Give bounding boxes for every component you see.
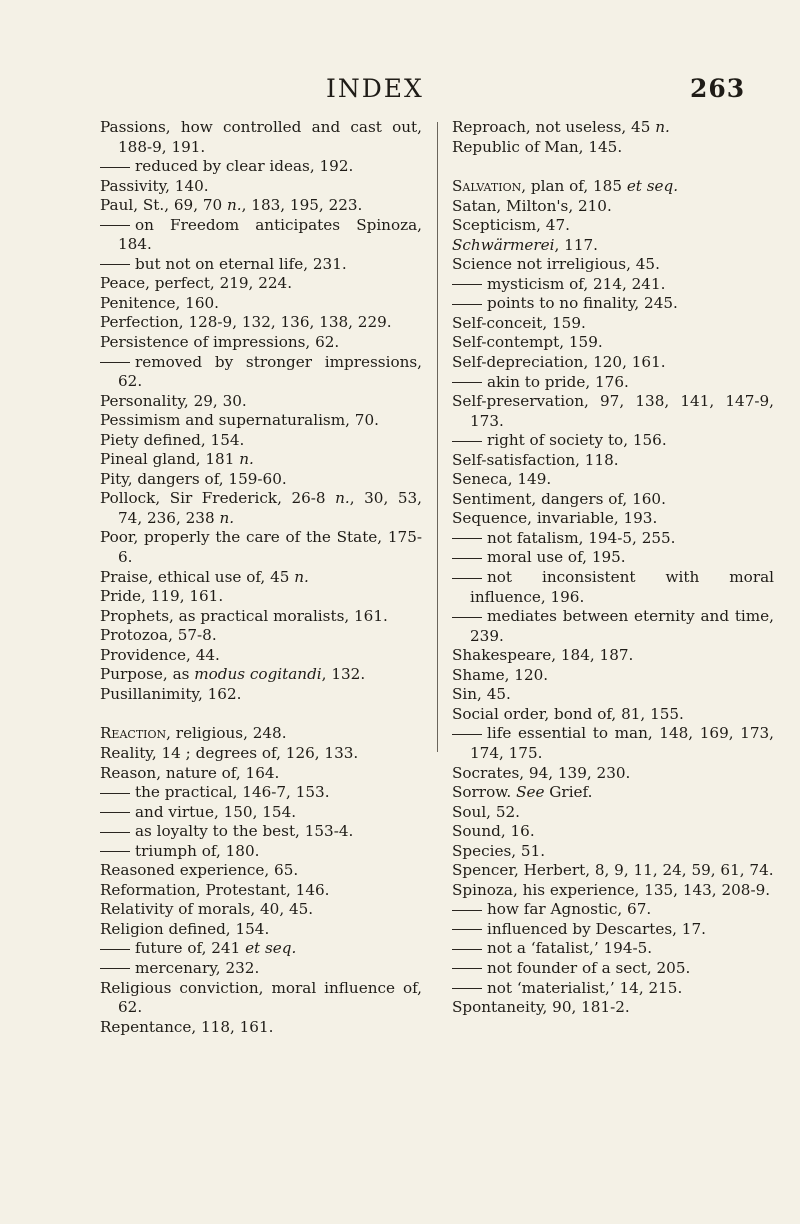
repeat-dash xyxy=(452,929,482,930)
index-entry xyxy=(452,646,774,666)
index-subentry xyxy=(452,431,774,451)
entry-text: , 30, 53, 74, 236, 238 xyxy=(118,489,422,527)
entry-text: not inconsistent with moral influence, 196. xyxy=(470,568,774,606)
entry-text: Peace, perfect, 219, 224. xyxy=(100,274,293,293)
index-entry xyxy=(100,607,422,627)
entry-text: reduced by clear ideas, 192. xyxy=(135,157,354,176)
repeat-dash xyxy=(452,578,482,579)
entry-text: not founder of a sect, 205. xyxy=(487,958,691,977)
entry-text: Passivity, 140. xyxy=(100,176,209,195)
repeat-dash xyxy=(452,382,482,383)
section-gap xyxy=(100,704,422,724)
entry-text: , 117. xyxy=(554,235,598,254)
entry-text: akin to pride, 176. xyxy=(487,372,629,391)
entry-text: , religious, 248. xyxy=(166,724,287,743)
repeat-dash xyxy=(100,225,130,226)
entry-text: Sin, 45. xyxy=(452,685,511,704)
entry-text: n. xyxy=(239,450,254,469)
entry-text: Reality, 14 ; degrees of, 126, 133. xyxy=(100,743,359,762)
entry-text: et seq. xyxy=(626,177,679,196)
index-entry xyxy=(452,197,774,217)
index-entry xyxy=(452,451,774,471)
index-entry xyxy=(100,1018,422,1038)
index-subentry xyxy=(452,900,774,920)
index-entry xyxy=(100,392,422,412)
index-entry xyxy=(100,685,422,705)
index-entry xyxy=(452,861,774,881)
entry-text: mercenary, 232. xyxy=(135,958,260,977)
entry-text: triumph of, 180. xyxy=(135,841,260,860)
index-subentry xyxy=(452,529,774,549)
entry-text: , 183, 195, 223. xyxy=(241,196,363,215)
index-subentry xyxy=(452,959,774,979)
entry-text: Penitence, 160. xyxy=(100,293,220,312)
entry-text: not ‘materialist,’ 14, 215. xyxy=(487,978,683,997)
index-entry xyxy=(100,489,422,528)
index-subentry xyxy=(452,294,774,314)
index-entry xyxy=(452,764,774,784)
index-entry xyxy=(100,294,422,314)
repeat-dash xyxy=(100,167,130,168)
entry-text: Providence, 44. xyxy=(100,645,220,664)
entry-text: Religious conviction, moral influence of, 62. xyxy=(100,978,422,1017)
entry-text: n. xyxy=(227,196,242,215)
entry-text: Reproach, not useless, 45 xyxy=(452,118,656,136)
index-entry xyxy=(100,196,422,216)
entry-text: , 132. xyxy=(321,665,366,684)
index-entry xyxy=(452,842,774,862)
index-column-right xyxy=(452,118,774,1018)
repeat-dash xyxy=(452,558,482,559)
entry-text: future of, 241 xyxy=(135,939,246,958)
index-entry xyxy=(452,138,774,158)
entry-text: Shakespeare, 184, 187. xyxy=(452,646,634,665)
index-entry xyxy=(452,255,774,275)
repeat-dash xyxy=(452,617,482,618)
entry-text: Passions, how controlled and cast out, 188-9, 191. xyxy=(100,118,422,156)
index-entry xyxy=(452,118,774,138)
page-number: 263 xyxy=(690,74,746,103)
entry-text: Reaction xyxy=(100,724,167,743)
entry-text: Sorrow. xyxy=(452,783,517,802)
entry-text: Spinoza, his experience, 135, 143, 208-9. xyxy=(452,880,771,899)
entry-text: Pollock, Sir Frederick, 26-8 xyxy=(100,489,336,508)
entry-text: Sentiment, dangers of, 160. xyxy=(452,489,666,508)
entry-text: Perfection, 128-9, 132, 136, 138, 229. xyxy=(100,313,392,332)
index-subentry xyxy=(452,607,774,646)
entry-text: n. xyxy=(294,567,309,586)
index-entry xyxy=(100,470,422,490)
repeat-dash xyxy=(452,910,482,911)
index-entry xyxy=(452,314,774,334)
index-entry xyxy=(100,177,422,197)
index-entry xyxy=(100,881,422,901)
entry-text: Pusillanimity, 162. xyxy=(100,684,242,703)
index-subentry xyxy=(452,373,774,393)
entry-text: but not on eternal life, 231. xyxy=(135,254,347,273)
entry-text: Socrates, 94, 139, 230. xyxy=(452,763,631,782)
entry-text: Soul, 52. xyxy=(452,802,520,821)
index-entry xyxy=(452,509,774,529)
entry-text: Seneca, 149. xyxy=(452,470,552,489)
entry-text: Pride, 119, 161. xyxy=(100,587,224,606)
entry-text: Persistence of impressions, 62. xyxy=(100,333,340,352)
column-divider xyxy=(437,122,438,752)
index-subentry xyxy=(452,548,774,568)
entry-text: Relativity of morals, 40, 45. xyxy=(100,900,314,919)
index-entry xyxy=(100,764,422,784)
repeat-dash xyxy=(100,362,130,363)
entry-text: Sequence, invariable, 193. xyxy=(452,509,658,528)
index-entry xyxy=(452,705,774,725)
entry-text: Reformation, Protestant, 146. xyxy=(100,880,330,899)
index-subentry xyxy=(100,803,422,823)
entry-text: Scepticism, 47. xyxy=(452,216,570,235)
index-entry xyxy=(100,411,422,431)
entry-text: Self-depreciation, 120, 161. xyxy=(452,353,666,372)
index-entry xyxy=(100,861,422,881)
index-entry xyxy=(100,900,422,920)
index-subentry xyxy=(100,157,422,177)
index-entry xyxy=(100,665,422,685)
index-entry xyxy=(100,626,422,646)
entry-text: Paul, St., 69, 70 xyxy=(100,196,228,215)
index-subentry xyxy=(100,783,422,803)
index-entry xyxy=(100,979,422,1018)
index-subentry xyxy=(100,255,422,275)
index-subentry xyxy=(100,822,422,842)
index-subentry xyxy=(452,275,774,295)
index-entry xyxy=(452,392,774,431)
index-subentry xyxy=(100,353,422,392)
repeat-dash xyxy=(452,949,482,950)
index-entry xyxy=(452,236,774,256)
section-gap xyxy=(452,157,774,177)
index-entry xyxy=(452,216,774,236)
index-subentry xyxy=(100,959,422,979)
entry-text: et seq. xyxy=(245,939,297,958)
entry-text: Repentance, 118, 161. xyxy=(100,1017,274,1036)
entry-text: Purpose, as xyxy=(100,665,195,684)
index-entry xyxy=(452,177,774,197)
index-entry xyxy=(452,353,774,373)
entry-text: n. xyxy=(219,508,235,527)
index-entry xyxy=(452,666,774,686)
index-entry xyxy=(100,528,422,567)
index-subentry xyxy=(452,920,774,940)
entry-text: Protozoa, 57-8. xyxy=(100,626,217,645)
entry-text: Science not irreligious, 45. xyxy=(452,255,660,274)
index-entry xyxy=(100,274,422,294)
entry-text: , plan of, 185 xyxy=(521,177,627,196)
entry-text: not fatalism, 194-5, 255. xyxy=(487,528,676,547)
entry-text: Species, 51. xyxy=(452,841,546,860)
repeat-dash xyxy=(100,851,130,852)
entry-text: Pity, dangers of, 159-60. xyxy=(100,469,287,488)
repeat-dash xyxy=(452,304,482,305)
entry-text: Shame, 120. xyxy=(452,665,549,684)
entry-text: Reason, nature of, 164. xyxy=(100,763,280,782)
index-subentry xyxy=(100,939,422,959)
index-entry xyxy=(452,881,774,901)
index-entry xyxy=(100,450,422,470)
entry-text: Salvation xyxy=(452,177,522,196)
index-subentry xyxy=(100,842,422,862)
index-entry xyxy=(100,744,422,764)
entry-text: removed by stronger impressions, 62. xyxy=(118,352,422,391)
repeat-dash xyxy=(452,968,482,969)
entry-text: n. xyxy=(335,489,350,508)
entry-text: right of society to, 156. xyxy=(487,431,667,450)
entry-text: how far Agnostic, 67. xyxy=(487,900,652,919)
index-column-left xyxy=(100,118,422,1037)
entry-text: Reasoned experience, 65. xyxy=(100,861,299,880)
entry-text: the practical, 146-7, 153. xyxy=(135,783,330,802)
page-header xyxy=(0,74,800,108)
entry-text: mediates between eternity and time, 239. xyxy=(470,607,774,645)
entry-text: Spontaneity, 90, 181-2. xyxy=(452,998,630,1017)
index-entry xyxy=(452,822,774,842)
repeat-dash xyxy=(452,538,482,539)
entry-text: modus cogitandi xyxy=(194,665,322,684)
index-entry xyxy=(100,313,422,333)
entry-text: Schwärmerei xyxy=(452,235,555,254)
index-entry xyxy=(452,998,774,1018)
repeat-dash xyxy=(452,284,482,285)
repeat-dash xyxy=(100,968,130,969)
index-subentry xyxy=(100,216,422,255)
entry-text: Religion defined, 154. xyxy=(100,919,270,938)
repeat-dash xyxy=(100,793,130,794)
running-title: INDEX xyxy=(326,74,424,103)
entry-text: Pessimism and supernaturalism, 70. xyxy=(100,411,379,430)
entry-text: Pineal gland, 181 xyxy=(100,450,240,469)
index-entry xyxy=(100,118,422,157)
entry-text: Social order, bond of, 81, 155. xyxy=(452,704,684,723)
index-entry xyxy=(100,587,422,607)
index-subentry xyxy=(452,979,774,999)
index-entry xyxy=(100,724,422,744)
index-entry xyxy=(100,646,422,666)
entry-text: influenced by Descartes, 17. xyxy=(487,919,706,938)
index-entry xyxy=(452,470,774,490)
index-subentry xyxy=(452,724,774,763)
entry-text: Self-satisfaction, 118. xyxy=(452,450,619,469)
entry-text: Prophets, as practical moralists, 161. xyxy=(100,606,388,625)
repeat-dash xyxy=(100,812,130,813)
entry-text: life essential to man, 148, 169, 173, 174, 175. xyxy=(470,724,774,762)
entry-text: moral use of, 195. xyxy=(487,548,626,567)
entry-text: as loyalty to the best, 153-4. xyxy=(135,822,354,841)
repeat-dash xyxy=(452,441,482,442)
entry-text: Piety defined, 154. xyxy=(100,430,245,449)
index-entry xyxy=(100,568,422,588)
index-entry xyxy=(100,920,422,940)
entry-text: mysticism of, 214, 241. xyxy=(487,274,666,293)
repeat-dash xyxy=(100,832,130,833)
repeat-dash xyxy=(100,264,130,265)
entry-text: See xyxy=(516,783,545,802)
entry-text: on Freedom anticipates Spinoza, 184. xyxy=(118,215,422,254)
index-subentry xyxy=(452,939,774,959)
index-subentry xyxy=(452,568,774,607)
index-entry xyxy=(452,490,774,510)
index-entry xyxy=(452,685,774,705)
entry-text: points to no finality, 245. xyxy=(487,294,678,313)
entry-text: Praise, ethical use of, 45 xyxy=(100,567,295,586)
entry-text: Satan, Milton's, 210. xyxy=(452,196,612,215)
entry-text: Poor, properly the care of the State, 175-6. xyxy=(100,528,422,567)
entry-text: Grief. xyxy=(544,783,593,802)
index-entry xyxy=(452,333,774,353)
entry-text: Spencer, Herbert, 8, 9, 11, 24, 59, 61, 74. xyxy=(452,861,774,880)
index-entry xyxy=(100,333,422,353)
repeat-dash xyxy=(100,949,130,950)
entry-text: Self-conceit, 159. xyxy=(452,313,586,332)
repeat-dash xyxy=(452,734,482,735)
index-entry xyxy=(452,803,774,823)
entry-text: n. xyxy=(655,118,670,136)
entry-text: Personality, 29, 30. xyxy=(100,391,247,410)
entry-text: not a ‘fatalist,’ 194-5. xyxy=(487,939,653,958)
index-entry xyxy=(452,783,774,803)
entry-text: Self-preservation, 97, 138, 141, 147-9, 173. xyxy=(452,392,774,430)
entry-text: Sound, 16. xyxy=(452,822,535,841)
entry-text: and virtue, 150, 154. xyxy=(135,802,297,821)
entry-text: Republic of Man, 145. xyxy=(452,137,623,156)
index-entry xyxy=(100,431,422,451)
repeat-dash xyxy=(452,988,482,989)
entry-text: Self-contempt, 159. xyxy=(452,333,603,352)
